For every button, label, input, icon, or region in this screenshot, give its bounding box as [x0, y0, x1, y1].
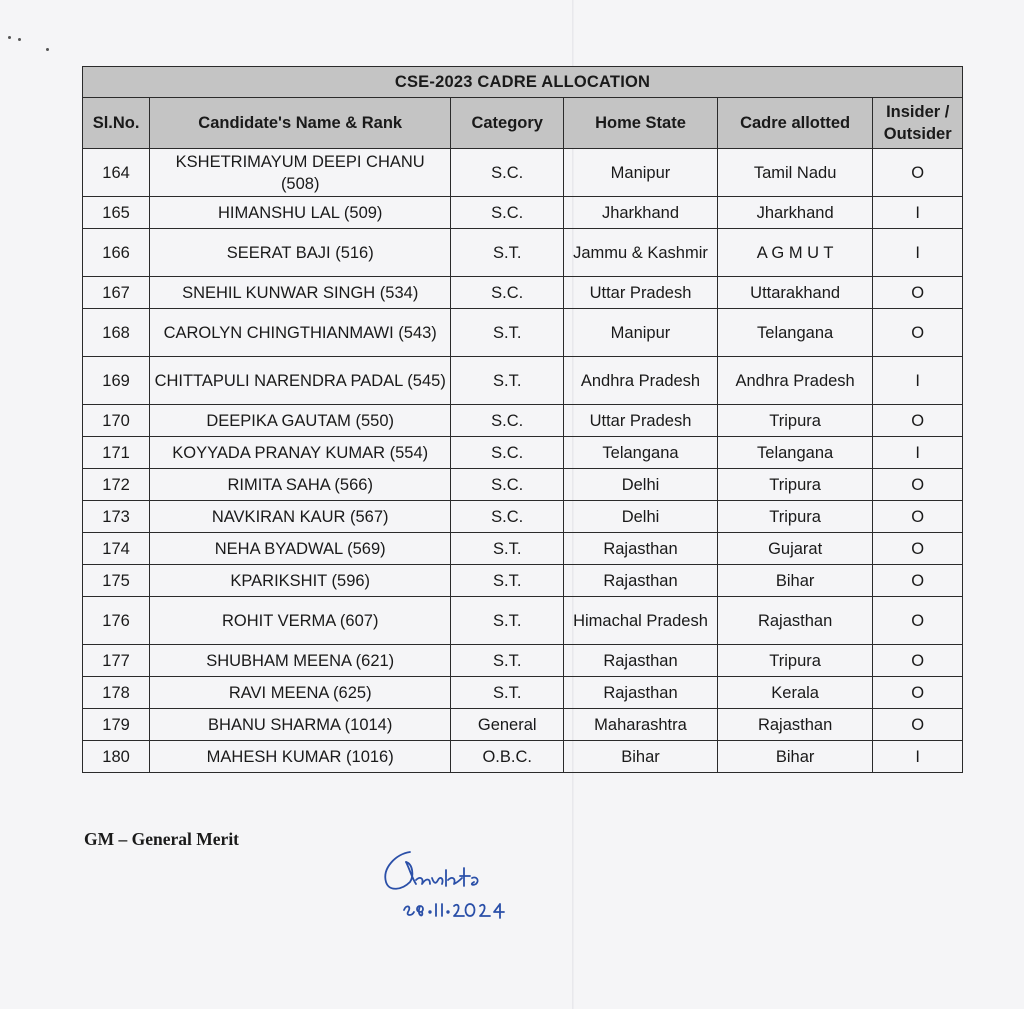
cell-cadre-allotted: Andhra Pradesh [717, 357, 873, 405]
cell-home-state: Andhra Pradesh [564, 357, 718, 405]
header-home-state: Home State [564, 98, 718, 149]
cell-cadre-allotted: Telangana [717, 309, 873, 357]
cell-home-state: Rajasthan [564, 645, 718, 677]
cell-candidate-name-rank: SNEHIL KUNWAR SINGH (534) [150, 277, 451, 309]
cell-home-state: Jammu & Kashmir [564, 229, 718, 277]
cell-sl-no: 177 [83, 645, 150, 677]
cell-candidate-name-rank: ROHIT VERMA (607) [150, 597, 451, 645]
cell-home-state: Delhi [564, 469, 718, 501]
cell-insider-outsider: O [873, 469, 963, 501]
cell-cadre-allotted: Rajasthan [717, 597, 873, 645]
cell-category: S.C. [451, 277, 564, 309]
cell-insider-outsider: O [873, 597, 963, 645]
cell-sl-no: 167 [83, 277, 150, 309]
cell-category: S.T. [451, 677, 564, 709]
cell-cadre-allotted: Bihar [717, 741, 873, 773]
cell-cadre-allotted: Tripura [717, 469, 873, 501]
cell-category: S.C. [451, 149, 564, 197]
cell-sl-no: 173 [83, 501, 150, 533]
header-candidate-name-rank: Candidate's Name & Rank [150, 98, 451, 149]
table-row [83, 565, 963, 597]
cell-insider-outsider: I [873, 437, 963, 469]
cell-cadre-allotted: Kerala [717, 677, 873, 709]
cell-insider-outsider: O [873, 565, 963, 597]
handwritten-signature [376, 840, 526, 930]
cell-insider-outsider: O [873, 405, 963, 437]
cell-candidate-name-rank: NAVKIRAN KAUR (567) [150, 501, 451, 533]
cell-candidate-name-rank: KOYYADA PRANAY KUMAR (554) [150, 437, 451, 469]
cell-insider-outsider: O [873, 277, 963, 309]
cell-home-state: Uttar Pradesh [564, 405, 718, 437]
cell-category: S.T. [451, 309, 564, 357]
cell-home-state: Bihar [564, 741, 718, 773]
table-row [83, 645, 963, 677]
cell-cadre-allotted: Jharkhand [717, 197, 873, 229]
cell-category: S.T. [451, 645, 564, 677]
table-row [83, 501, 963, 533]
cell-cadre-allotted: Bihar [717, 565, 873, 597]
cell-category: S.C. [451, 197, 564, 229]
cell-insider-outsider: I [873, 357, 963, 405]
cell-category: S.C. [451, 501, 564, 533]
cell-category: S.C. [451, 405, 564, 437]
cell-cadre-allotted: Rajasthan [717, 709, 873, 741]
cell-category: S.C. [451, 437, 564, 469]
cell-candidate-name-rank: CHITTAPULI NARENDRA PADAL (545) [150, 357, 451, 405]
footnote-gm-general-merit: GM – General Merit [84, 829, 240, 849]
cell-cadre-allotted: Tripura [717, 405, 873, 437]
cell-sl-no: 165 [83, 197, 150, 229]
header-category: Category [451, 98, 564, 149]
cell-sl-no: 176 [83, 597, 150, 645]
table-row [83, 741, 963, 773]
cell-insider-outsider: O [873, 501, 963, 533]
table-row [83, 709, 963, 741]
cell-insider-outsider: O [873, 677, 963, 709]
cell-sl-no: 166 [83, 229, 150, 277]
cell-cadre-allotted: Telangana [717, 437, 873, 469]
cell-insider-outsider: O [873, 709, 963, 741]
cell-insider-outsider: O [873, 533, 963, 565]
header-insider-line1: Insider / [886, 103, 950, 121]
cell-candidate-name-rank: KPARIKSHIT (596) [150, 565, 451, 597]
cell-home-state: Rajasthan [564, 533, 718, 565]
table-row [83, 277, 963, 309]
table-row [83, 149, 963, 197]
cell-category: General [451, 709, 564, 741]
cell-insider-outsider: O [873, 645, 963, 677]
cell-category: S.T. [451, 597, 564, 645]
cell-cadre-allotted: Tripura [717, 645, 873, 677]
table-row [83, 597, 963, 645]
cell-insider-outsider: O [873, 149, 963, 197]
cell-cadre-allotted: Uttarakhand [717, 277, 873, 309]
cell-candidate-name-rank: RIMITA SAHA (566) [150, 469, 451, 501]
cell-sl-no: 172 [83, 469, 150, 501]
cell-category: O.B.C. [451, 741, 564, 773]
cell-home-state: Jharkhand [564, 197, 718, 229]
cell-insider-outsider: I [873, 229, 963, 277]
cell-sl-no: 179 [83, 709, 150, 741]
cell-candidate-name-rank: SHUBHAM MEENA (621) [150, 645, 451, 677]
cell-sl-no: 169 [83, 357, 150, 405]
cell-sl-no: 168 [83, 309, 150, 357]
cell-candidate-name-rank: DEEPIKA GAUTAM (550) [150, 405, 451, 437]
header-insider-outsider [873, 98, 963, 149]
cell-insider-outsider: I [873, 741, 963, 773]
cell-home-state: Manipur [564, 309, 718, 357]
table-row [83, 677, 963, 709]
cell-candidate-name-rank: KSHETRIMAYUM DEEPI CHANU (508) [150, 149, 451, 197]
table-row [83, 469, 963, 501]
cell-sl-no: 164 [83, 149, 150, 197]
cell-home-state: Telangana [564, 437, 718, 469]
table-row [83, 533, 963, 565]
cell-sl-no: 180 [83, 741, 150, 773]
cell-home-state: Delhi [564, 501, 718, 533]
cadre-allocation-table [82, 66, 963, 773]
cell-home-state: Rajasthan [564, 565, 718, 597]
cell-candidate-name-rank: BHANU SHARMA (1014) [150, 709, 451, 741]
cell-candidate-name-rank: NEHA BYADWAL (569) [150, 533, 451, 565]
cell-cadre-allotted: Tamil Nadu [717, 149, 873, 197]
cell-category: S.T. [451, 229, 564, 277]
cell-insider-outsider: O [873, 309, 963, 357]
header-insider-line2: Outsider [883, 125, 952, 143]
header-sl-no: Sl.No. [83, 98, 150, 149]
table-row [83, 229, 963, 277]
cell-insider-outsider: I [873, 197, 963, 229]
cell-home-state: Rajasthan [564, 677, 718, 709]
cell-sl-no: 174 [83, 533, 150, 565]
cell-category: S.T. [451, 357, 564, 405]
cell-sl-no: 178 [83, 677, 150, 709]
cell-candidate-name-rank: RAVI MEENA (625) [150, 677, 451, 709]
cell-candidate-name-rank: HIMANSHU LAL (509) [150, 197, 451, 229]
cell-category: S.T. [451, 533, 564, 565]
cell-cadre-allotted: Tripura [717, 501, 873, 533]
cell-candidate-name-rank: MAHESH KUMAR (1016) [150, 741, 451, 773]
cell-cadre-allotted: Gujarat [717, 533, 873, 565]
cell-category: S.T. [451, 565, 564, 597]
table-row [83, 197, 963, 229]
cell-home-state: Himachal Pradesh [564, 597, 718, 645]
table-title: CSE-2023 CADRE ALLOCATION [83, 67, 963, 98]
table-row [83, 309, 963, 357]
cell-cadre-allotted: A G M U T [717, 229, 873, 277]
table-row [83, 357, 963, 405]
table-row [83, 437, 963, 469]
cell-sl-no: 171 [83, 437, 150, 469]
header-cadre-allotted: Cadre allotted [717, 98, 873, 149]
cell-sl-no: 175 [83, 565, 150, 597]
table-row [83, 405, 963, 437]
cell-home-state: Manipur [564, 149, 718, 197]
cell-sl-no: 170 [83, 405, 150, 437]
cell-candidate-name-rank: SEERAT BAJI (516) [150, 229, 451, 277]
cell-home-state: Maharashtra [564, 709, 718, 741]
cell-candidate-name-rank: CAROLYN CHINGTHIANMAWI (543) [150, 309, 451, 357]
cell-category: S.C. [451, 469, 564, 501]
cell-home-state: Uttar Pradesh [564, 277, 718, 309]
table-body [83, 149, 963, 773]
